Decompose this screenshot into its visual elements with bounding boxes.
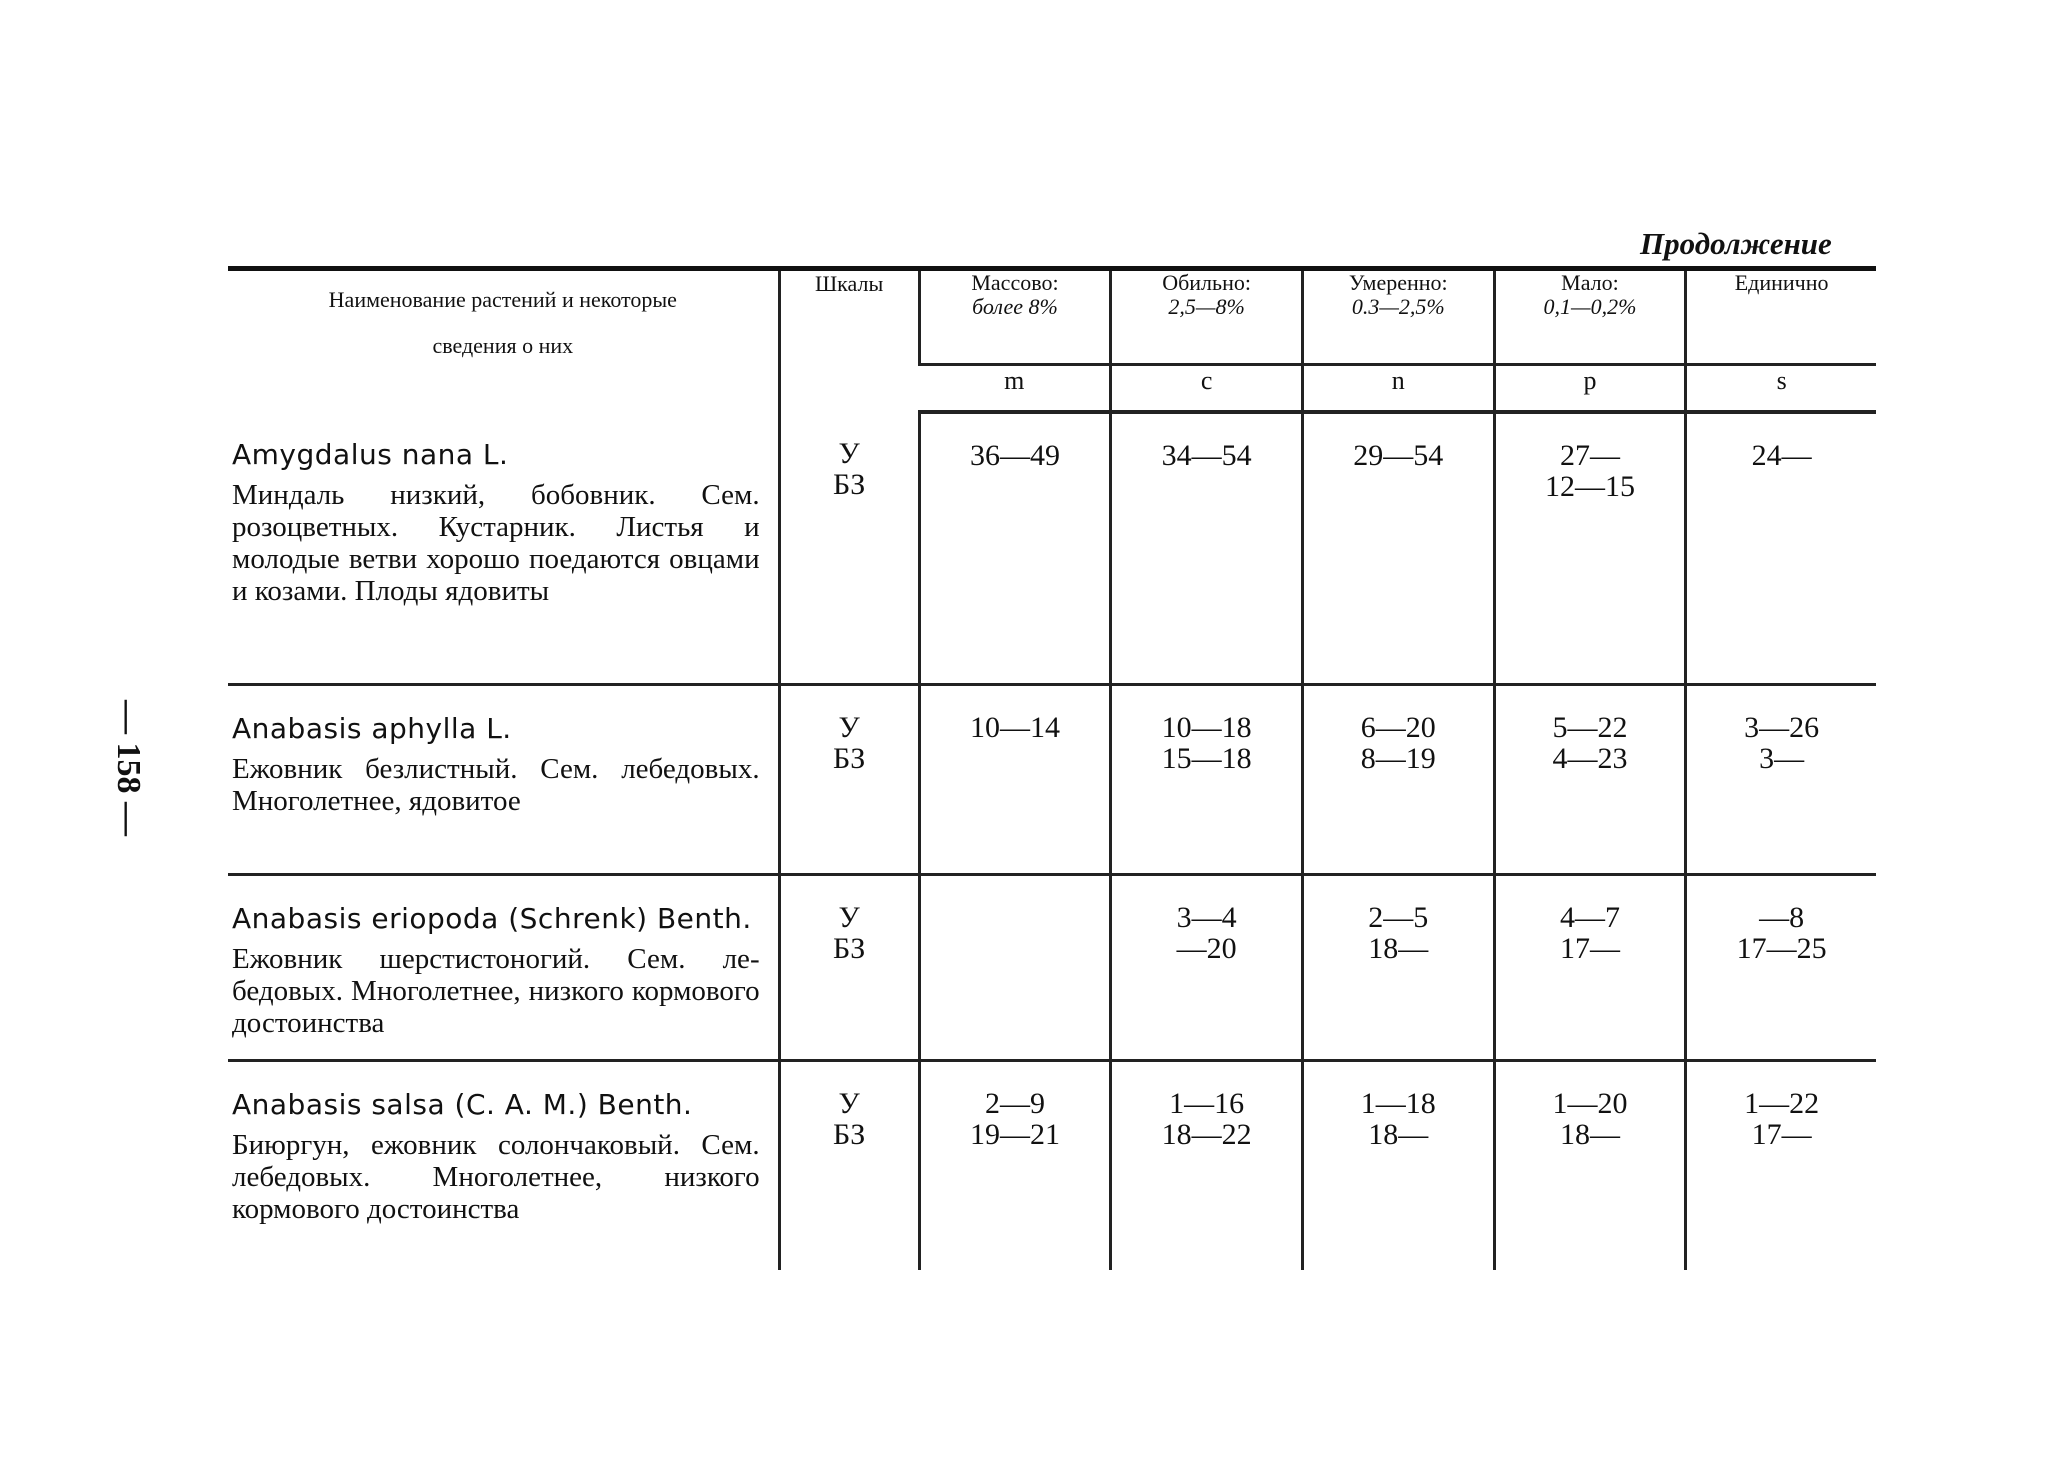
- header-category-few: [1494, 269, 1686, 365]
- plant-description: Ежовник безлистный. Сем. лебедовых. Многолетнее, ядовитое: [232, 752, 760, 817]
- code-c: c: [1111, 365, 1303, 413]
- value-line: 17—25: [1736, 931, 1827, 965]
- scale-value: БЗ: [833, 741, 866, 775]
- plant-latin-name: Anabasis aphylla L.: [232, 711, 512, 745]
- header-category-range: 0.3—2,5%: [1351, 294, 1445, 319]
- value-line: —20: [1176, 931, 1237, 965]
- value-line: 2—9: [984, 1086, 1045, 1120]
- header-category-abundant: [1111, 269, 1303, 365]
- value-line: 4—7: [1559, 900, 1620, 934]
- value-cell: [919, 684, 1111, 874]
- header-category-single: [1686, 269, 1876, 365]
- value-cell: [1111, 412, 1303, 684]
- value-line: 1—22: [1744, 1086, 1820, 1120]
- table-header-row: [228, 269, 1876, 365]
- value-line: 18—: [1559, 1117, 1620, 1151]
- header-plant-names-line2: сведения о них: [432, 333, 574, 358]
- table-row: [228, 684, 1876, 874]
- value-cell: [919, 412, 1111, 684]
- value-line: 2—5: [1368, 900, 1429, 934]
- plant-name-cell: [228, 412, 779, 684]
- value-line: 15—18: [1161, 741, 1252, 775]
- scale-value: БЗ: [833, 1117, 866, 1151]
- value-cell: [919, 874, 1111, 1060]
- header-scales: Шкалы: [779, 269, 919, 413]
- plant-description: Ежовник шерстистоногий. Сем. лебедовых. Многолетнее, низкого кормового достоинства: [232, 942, 760, 1039]
- plant-latin-name: Amygdalus nana L.: [232, 438, 509, 471]
- value-cell: [1494, 1060, 1686, 1270]
- scale-cell: [779, 874, 919, 1060]
- scale-value: У: [838, 710, 860, 744]
- code-m: m: [919, 365, 1111, 413]
- value-line: 6—20: [1360, 710, 1436, 744]
- plant-latin-name: Anabasis eriopoda (Schrenk) Benth.: [232, 901, 752, 935]
- scale-value: У: [838, 1086, 860, 1120]
- value-line: 3—26: [1744, 710, 1820, 744]
- plant-name-cell: [228, 1060, 779, 1270]
- value-cell: [1686, 874, 1876, 1060]
- plant-table: [228, 266, 1876, 1270]
- value-cell: [1111, 874, 1303, 1060]
- value-line: 27—: [1559, 439, 1620, 472]
- plant-description: Биюргун, ежовник солончаковый. Сем. лебедовых. Многолетнее, низкого кормового достоинства: [232, 1128, 760, 1225]
- value-line: 18—: [1368, 931, 1429, 965]
- header-category-label: Мало:: [1561, 270, 1619, 295]
- code-n: n: [1302, 365, 1494, 413]
- header-plant-names-line1: Наименование растений и некоторые: [328, 287, 677, 312]
- value-line: 3—: [1759, 741, 1805, 775]
- value-line: 18—: [1368, 1117, 1429, 1151]
- header-category-range: более 8%: [972, 294, 1058, 319]
- plant-name-cell: [228, 874, 779, 1060]
- header-plant-names: [228, 269, 779, 413]
- scale-value: БЗ: [833, 931, 866, 965]
- value-cell: [1494, 412, 1686, 684]
- value-cell: [1686, 1060, 1876, 1270]
- value-line: —8: [1759, 900, 1805, 934]
- plant-name-cell: [228, 684, 779, 874]
- value-cell: [1111, 1060, 1303, 1270]
- plant-latin-name: Anabasis salsa (C. A. M.) Benth.: [232, 1087, 693, 1121]
- value-line: 18—22: [1161, 1117, 1252, 1151]
- value-line: 5—22: [1552, 710, 1628, 744]
- value-cell: [1302, 684, 1494, 874]
- value-line: 1—18: [1360, 1086, 1436, 1120]
- header-category-moderate: [1302, 269, 1494, 365]
- code-p: p: [1494, 365, 1686, 413]
- table-row: [228, 1060, 1876, 1270]
- value-cell: [1494, 684, 1686, 874]
- continuation-label: Продолжение: [1640, 226, 1832, 261]
- value-cell: [1111, 684, 1303, 874]
- value-cell: [1686, 684, 1876, 874]
- scale-value: У: [838, 900, 860, 934]
- scale-cell: [779, 412, 919, 684]
- header-category-range: 0,1—0,2%: [1543, 294, 1637, 319]
- value-cell: [1686, 412, 1876, 684]
- header-category-label: Умеренно:: [1348, 270, 1448, 295]
- value-cell: [1302, 1060, 1494, 1270]
- value-cell: [919, 1060, 1111, 1270]
- value-cell: [1302, 412, 1494, 684]
- value-line: 19—21: [969, 1117, 1060, 1151]
- header-category-label: Единично: [1734, 270, 1829, 295]
- scale-value: У: [838, 437, 860, 470]
- value-cell: [1494, 874, 1686, 1060]
- value-line: 17—: [1559, 931, 1620, 965]
- scale-value: БЗ: [833, 468, 866, 501]
- value-line: 10—18: [1161, 710, 1252, 744]
- code-s: s: [1686, 365, 1876, 413]
- value-line: 24—: [1751, 439, 1812, 472]
- header-category-mass: [919, 269, 1111, 365]
- value-cell: [1302, 874, 1494, 1060]
- scale-cell: [779, 684, 919, 874]
- table-body: [228, 412, 1876, 1270]
- header-category-label: Массово:: [971, 270, 1059, 295]
- value-line: 12—15: [1544, 470, 1635, 503]
- value-line: 10—14: [969, 710, 1060, 744]
- header-category-range: 2,5—8%: [1168, 294, 1245, 319]
- scale-cell: [779, 1060, 919, 1270]
- value-line: 17—: [1751, 1117, 1812, 1151]
- value-line: 1—16: [1169, 1086, 1245, 1120]
- value-line: 34—54: [1161, 439, 1252, 472]
- value-line: 36—49: [969, 439, 1060, 472]
- plant-description: Миндаль низкий, бобовник. Сем. розоцветных. Кустарник. Листья и молодые ветви хорошо поедаются овцами и козами. Плоды ядовиты: [232, 479, 760, 607]
- value-line: 3—4: [1176, 900, 1237, 934]
- page-number: — 158 —: [110, 700, 147, 836]
- header-category-label: Обильно:: [1162, 270, 1251, 295]
- value-line: 29—54: [1353, 439, 1444, 472]
- value-line: 8—19: [1360, 741, 1436, 775]
- table-row: [228, 412, 1876, 684]
- value-line: 1—20: [1552, 1086, 1628, 1120]
- value-line: 4—23: [1552, 741, 1628, 775]
- table-row: [228, 874, 1876, 1060]
